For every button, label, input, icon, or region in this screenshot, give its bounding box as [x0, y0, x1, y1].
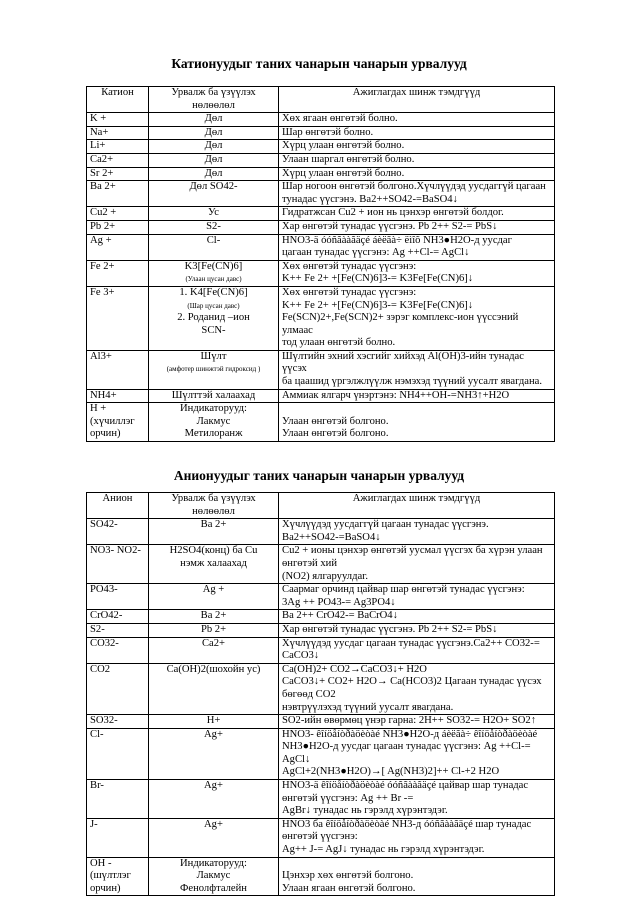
anion-ion-cell: SO42-	[87, 519, 149, 545]
anion-row	[87, 857, 555, 896]
cation-reagent-cell	[149, 153, 279, 167]
anion-reagent-line: H+	[206, 715, 221, 727]
anion-reagent-cell	[149, 584, 279, 610]
anion-header-cell: Ажиглагдах шинж тэмдгүүд	[279, 493, 555, 519]
cation-reagent-line: Ус	[208, 207, 219, 219]
cation-reagent-line: (Улаан цусан давс)	[185, 275, 242, 284]
anion-observation-line: Саармаг орчинд цайвар шар өнгөтэй тунадас үүсгэнэ:	[282, 584, 525, 596]
cation-reagent-line: Шүлт	[200, 350, 227, 362]
anion-ion-cell: PO43-	[87, 584, 149, 610]
anion-observation-line: Хүчлүүдэд уусдаг цагаан тунадас үүсгэнэ.Ca2++ CO32-= CaCO3↓	[282, 637, 540, 662]
anion-observation-cell	[279, 623, 555, 637]
cation-observation-cell	[279, 220, 555, 234]
cation-row	[87, 140, 555, 154]
cation-header-cell: Катион	[87, 87, 149, 113]
anion-reagent-cell	[149, 728, 279, 779]
cation-reagent-line: (амфотер шинжтэй гидроксид )	[166, 365, 261, 374]
cation-header-row	[87, 87, 555, 113]
anion-reagent-line: Ag+	[204, 780, 223, 792]
cation-table-title: Катионуудыг таних чанарын чанарын урвалууд	[171, 56, 467, 71]
cation-row	[87, 113, 555, 127]
cation-row	[87, 350, 555, 389]
anion-observation-line: NH3●H2O-д уусдаг цагаан тунадас үүсгэнэ: Ag ++Cl-= AgCl↓	[282, 741, 531, 765]
cation-reagent-line: Дөл SO42-	[189, 181, 238, 193]
anion-observation-line: HNO3- êîíöåíòðàöèòàé NH3●H2O-д áèëãà÷ êîíöåíòðàöèòàé	[282, 728, 538, 740]
cation-reagent-cell	[149, 389, 279, 403]
anion-reagent-line: Pb 2+	[200, 623, 227, 635]
anion-reagent-line: Индикаторууд:	[180, 857, 247, 869]
anion-reagent-cell	[149, 637, 279, 663]
anion-reagent-line: Ag+	[204, 728, 223, 740]
cation-observation-line: K++ Fe 2+ +[Fe(CN)6]3-= K3Fe[Fe(CN)6]↓	[282, 299, 474, 311]
cation-observation-line: Улаан шаргал өнгөтэй болно.	[282, 153, 415, 165]
cation-reagent-line: Cl-	[206, 234, 221, 246]
cation-ion-cell: Ca2+	[87, 153, 149, 167]
cation-reagent-cell	[149, 350, 279, 389]
cation-row	[87, 167, 555, 181]
anion-observation-line: Ba 2++ CrO42-= BaCrO4↓	[282, 610, 398, 622]
cation-row	[87, 126, 555, 140]
anion-observation-line: 3Ag ++ PO43-= Ag3PO4↓	[282, 596, 396, 608]
cation-ion-cell: Fe 3+	[87, 286, 149, 350]
cation-row	[87, 403, 555, 442]
anion-header-row	[87, 493, 555, 519]
cation-header-cell: Урвалж ба үзүүлэх нөлөөлөл	[149, 87, 279, 113]
cation-reagent-line: Шүлттэй халаахад	[171, 389, 256, 401]
cation-reagent-cell	[149, 403, 279, 442]
cation-row	[87, 260, 555, 286]
anion-reagent-cell	[149, 623, 279, 637]
cation-observation-cell	[279, 207, 555, 221]
cation-observation-line: Хүрц улаан өнгөтэй болно.	[282, 140, 405, 152]
anion-table	[86, 492, 555, 896]
anion-reagent-cell	[149, 663, 279, 714]
anion-ion-cell: S2-	[87, 623, 149, 637]
anion-observation-cell	[279, 545, 555, 584]
cation-ion-cell: Na+	[87, 126, 149, 140]
anion-row	[87, 818, 555, 857]
cation-observation-cell	[279, 260, 555, 286]
cation-reagent-cell	[149, 260, 279, 286]
anion-reagent-line: Ca(OH)2(шохойн ус)	[166, 663, 261, 675]
cation-observation-cell	[279, 389, 555, 403]
cation-reagent-line: Дөл	[204, 167, 223, 179]
cation-row	[87, 181, 555, 207]
anion-row	[87, 519, 555, 545]
cation-reagent-cell	[149, 113, 279, 127]
anion-observation-cell	[279, 857, 555, 896]
anion-observation-cell	[279, 663, 555, 714]
cation-reagent-cell	[149, 234, 279, 260]
cation-ion-cell: NH4+	[87, 389, 149, 403]
cation-reagent-cell	[149, 140, 279, 154]
cation-row	[87, 234, 555, 260]
anion-observation-cell	[279, 728, 555, 779]
anion-ion-cell: CrO42-	[87, 610, 149, 624]
anion-row	[87, 610, 555, 624]
anion-observation-line: нэвтрүүлэхэд түүний уусалт явагдана.	[282, 701, 454, 713]
anion-observation-line: Хар өнгөтэй тунадас үүсгэнэ. Pb 2++ S2-= PbS↓	[282, 623, 498, 635]
cation-reagent-line: K3[Fe(CN)6]	[184, 260, 243, 272]
cation-ion-cell: Fe 2+	[87, 260, 149, 286]
cation-observation-line: ба цаашид үргэлжлүүлж нэмэхэд түүний уусалт явагдана.	[282, 376, 543, 388]
anion-reagent-cell	[149, 610, 279, 624]
anion-reagent-cell	[149, 545, 279, 584]
cation-reagent-line: S2-	[206, 220, 221, 232]
anion-reagent-line: Лакмус	[196, 870, 231, 882]
anion-row	[87, 637, 555, 663]
cation-reagent-line: Дөл	[204, 126, 223, 138]
anion-reagent-cell	[149, 780, 279, 819]
cation-reagent-line: Метилоранж	[184, 428, 243, 440]
cation-reagent-line: (Шар цусан давс)	[187, 301, 240, 310]
cation-observation-line: Хүрц улаан өнгөтэй болно.	[282, 167, 405, 179]
cation-observation-line: K++ Fe 2+ +[Fe(CN)6]3-= K3Fe[Fe(CN)6]↓	[282, 273, 474, 285]
anion-ion-cell: Cl-	[87, 728, 149, 779]
cation-ion-cell: K +	[87, 113, 149, 127]
anion-observation-line: Цэнхэр хөх өнгөтэй болгоно.	[282, 870, 414, 882]
cation-reagent-line: Дөл	[204, 113, 223, 125]
cation-row	[87, 389, 555, 403]
anion-reagent-cell	[149, 519, 279, 545]
cation-observation-cell	[279, 403, 555, 442]
cation-reagent-cell	[149, 220, 279, 234]
cation-row	[87, 153, 555, 167]
anion-row	[87, 545, 555, 584]
anion-table-title: Анионуудыг таних чанарын чанарын урвалууд	[173, 468, 465, 483]
cation-observation-line: цагаан тунадас үүсгэнэ: Ag ++Cl-= AgCl↓	[282, 247, 470, 259]
cation-row	[87, 220, 555, 234]
anion-observation-cell	[279, 610, 555, 624]
anion-observation-line: HNO3-ä êîíöåíòðàöèòàé óóñãààãäçé цайвар шар тунадас өнгөтэй үүсгэнэ: Ag ++ Br -=	[282, 780, 529, 804]
cation-ion-cell: Pb 2+	[87, 220, 149, 234]
cation-row	[87, 207, 555, 221]
anion-observation-cell	[279, 715, 555, 729]
anion-reagent-line: Фенолфталейн	[180, 882, 247, 894]
cation-observation-line: Аммиак ялгарч үнэртэнэ: NH4++OH-=NH3↑+H2O	[282, 389, 510, 401]
anion-observation-cell	[279, 780, 555, 819]
cation-reagent-cell	[149, 286, 279, 350]
anion-observation-line	[282, 858, 551, 871]
cation-observation-line: Хөх ягаан өнгөтэй болно.	[282, 113, 398, 125]
cation-ion-cell: Ba 2+	[87, 181, 149, 207]
cation-observation-line: тод улаан өнгөтэй болно.	[282, 337, 396, 349]
anion-observation-line: CaCO3↓+ CO2+ H2O→ Ca(HCO3)2 Цагаан тунадас үүсэх бөгөөд CO2	[282, 676, 542, 700]
anion-row	[87, 780, 555, 819]
cation-ion-cell: Sr 2+	[87, 167, 149, 181]
anion-header-cell: Урвалж ба үзүүлэх нөлөөлөл	[149, 493, 279, 519]
cation-reagent-line: Индикаторууд:	[180, 403, 247, 415]
cation-reagent-line: Дөл	[204, 153, 223, 165]
anion-reagent-cell	[149, 818, 279, 857]
anion-observation-line: Ba2++SO42-=BaSO4↓	[282, 531, 381, 543]
cation-header-cell: Ажиглагдах шинж тэмдгүүд	[279, 87, 555, 113]
anion-reagent-line: Ba 2+	[200, 610, 227, 622]
anion-ion-cell: CO32-	[87, 637, 149, 663]
anion-observation-cell	[279, 519, 555, 545]
anion-ion-cell: CO2	[87, 663, 149, 714]
cation-observation-line: Хөх өнгөтэй тунадас үүсгэнэ:	[282, 286, 417, 298]
anion-reagent-line: Ag +	[202, 584, 225, 596]
cation-observation-line: тунадас үүсгэнэ. Ba2++SO42-=BaSO4↓	[282, 193, 458, 205]
cation-observation-cell	[279, 234, 555, 260]
cation-observation-line: HNO3-ä óóñãààãäçé áèëãà÷ ëìîõ NH3●H2O-д уусдаг	[282, 234, 512, 246]
anion-observation-line: Улаан ягаан өнгөтэй болгоно.	[282, 882, 416, 894]
anion-reagent-line: Ca2+	[201, 637, 226, 649]
cation-observation-cell	[279, 167, 555, 181]
cation-observation-cell	[279, 181, 555, 207]
anion-reagent-line: нэмж халаахад	[180, 557, 247, 569]
anion-reagent-line: H2SO4(конц) ба Cu	[169, 545, 258, 557]
cation-observation-cell	[279, 350, 555, 389]
cation-observation-line: Улаан өнгөтэй болгоно.	[282, 428, 389, 440]
cation-reagent-line: SCN-	[201, 324, 226, 336]
cation-ion-cell: Ag +	[87, 234, 149, 260]
anion-observation-line: Хүчлүүдэд уусдаггүй цагаан тунадас үүсгэнэ.	[282, 519, 489, 531]
anion-row	[87, 728, 555, 779]
cation-reagent-cell	[149, 181, 279, 207]
anion-observation-line: AgCl+2(NH3●H2O)→[ Ag(NH3)2]++ Cl-+2 H2O	[282, 766, 500, 778]
anion-reagent-cell	[149, 857, 279, 896]
anion-observation-cell	[279, 637, 555, 663]
anion-ion-cell: Br-	[87, 780, 149, 819]
cation-reagent-line: Лакмус	[196, 415, 231, 427]
anion-reagent-cell	[149, 715, 279, 729]
cation-reagent-cell	[149, 207, 279, 221]
cation-reagent-line: 1. K4[Fe(CN)6]	[179, 286, 248, 298]
anion-reagent-line: Ag+	[204, 818, 223, 830]
cation-observation-cell	[279, 286, 555, 350]
cation-reagent-cell	[149, 126, 279, 140]
anion-row	[87, 715, 555, 729]
cation-observation-cell	[279, 126, 555, 140]
cation-observation-line: Шар өнгөтэй болно.	[282, 126, 374, 138]
cation-ion-cell: Li+	[87, 140, 149, 154]
anion-observation-line: Ca(OH)2+ CO2→CaCO3↓+ H2O	[282, 663, 427, 675]
cation-observation-line: Fe(SCN)2+,Fe(SCN)2+ зэрэг комплекс-ион үүссэний улмаас	[282, 312, 519, 336]
cation-table	[86, 86, 555, 442]
anion-row	[87, 663, 555, 714]
cation-observation-line: Улаан өнгөтэй болгоно.	[282, 415, 389, 427]
anion-observation-cell	[279, 584, 555, 610]
anion-observation-line: Cu2 + ионы цэнхэр өнгөтэй уусмал үүсгэх ба хүрэн улаан өнгөтэй хий	[282, 545, 543, 569]
cation-reagent-cell	[149, 167, 279, 181]
anion-ion-cell: J-	[87, 818, 149, 857]
cation-ion-cell: Al3+	[87, 350, 149, 389]
cation-observation-line: Хар өнгөтэй тунадас үүсгэнэ. Pb 2++ S2-= PbS↓	[282, 220, 498, 232]
cation-ion-cell: H + (хүчиллэг орчин)	[87, 403, 149, 442]
cation-reagent-line: 2. Роданид –ион	[177, 312, 250, 324]
anion-observation-line: (NO2) ялгаруулдаг.	[282, 570, 368, 582]
anion-header-cell: Анион	[87, 493, 149, 519]
cation-reagent-line: Дөл	[204, 140, 223, 152]
cation-observation-line: Гидратжсан Cu2 + ион нь цэнхэр өнгөтэй болдог.	[282, 207, 504, 219]
anion-observation-line: HNO3 ба êîíöåíòðàöèòàé NH3-д óóñãààãäçé шар тунадас өнгөтэй үүсгэнэ:	[282, 818, 532, 843]
anion-ion-cell: SO32-	[87, 715, 149, 729]
anion-ion-cell: NO3- NO2-	[87, 545, 149, 584]
cation-observation-line: Шүлтийн эхний хэсгийг хийхэд Al(OH)3-ийн тунадас үүсэх	[282, 350, 524, 375]
cation-observation-cell	[279, 113, 555, 127]
cation-observation-line	[282, 403, 551, 416]
anion-ion-cell: OH - (шүлтлэг орчин)	[87, 857, 149, 896]
anion-reagent-line: Ba 2+	[200, 519, 227, 531]
cation-observation-cell	[279, 140, 555, 154]
anion-observation-line: SO2-ийн өвөрмөц үнэр гарна: 2H++ SO32-= H2O+ SO2↑	[282, 715, 537, 727]
anion-row	[87, 584, 555, 610]
anion-observation-line: AgBr↓ тунадас нь гэрэлд хүрэнтэдэг.	[282, 805, 448, 817]
anion-row	[87, 623, 555, 637]
cation-row	[87, 286, 555, 350]
cation-observation-cell	[279, 153, 555, 167]
anion-observation-cell	[279, 818, 555, 857]
cation-ion-cell: Cu2 +	[87, 207, 149, 221]
cation-observation-line: Шар ногоон өнгөтэй болгоно.Хүчлүүдэд уусдаггүй цагаан	[282, 181, 546, 193]
anion-observation-line: Ag++ J-= AgJ↓ тунадас нь гэрэлд хүрэнтэдэг.	[282, 844, 485, 856]
cation-observation-line: Хөх өнгөтэй тунадас үүсгэнэ:	[282, 260, 417, 272]
